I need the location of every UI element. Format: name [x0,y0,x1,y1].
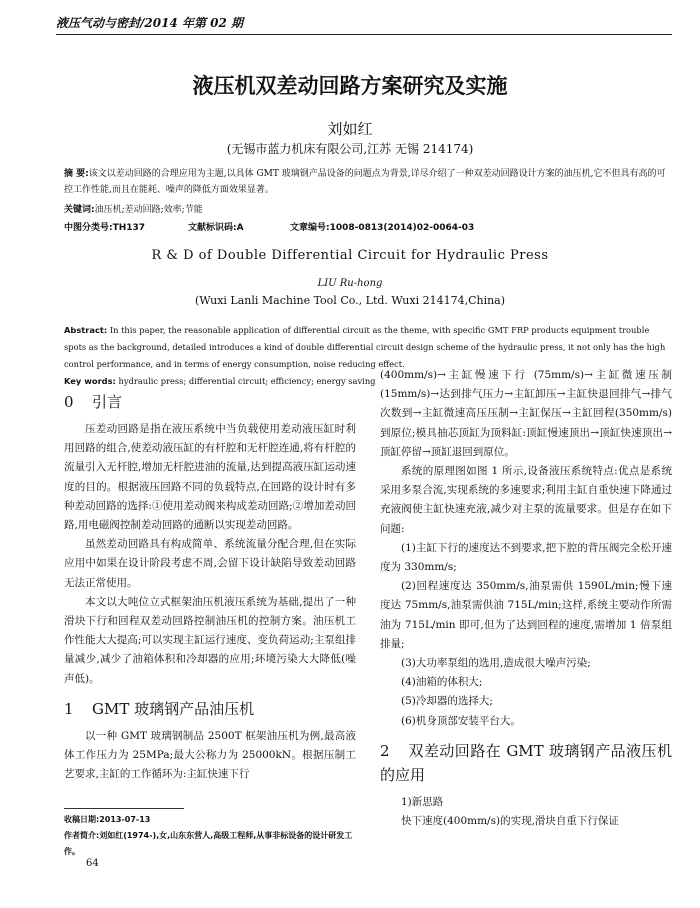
english-affiliation: (Wuxi Lanli Machine Tool Co., Ltd. Wuxi 214174,China) [194,294,506,307]
section-title: GMT 玻璃钢产品油压机 [92,699,255,718]
right-column [380,366,672,831]
english-keywords-label: Key words: [64,376,116,386]
section-title: 引言 [92,393,123,411]
paragraph: 本文以大吨位立式框架油压机液压系统为基础,提出了一种滑块下行和回程双差动回路控制油压机的控制方案。油压机工作性能大大提高;可以实现主缸运行速度、变负荷运动;主泵组排量减少,减少了油箱体积和冷却器的应用;环境污染大大降低(噪声低)。 [64,595,356,685]
english-author: LIU Ru-hong [317,278,383,289]
section-heading [380,739,672,787]
clc-number: 中图分类号:TH137 [64,223,146,233]
journal-header: 液压气动与密封/2014 年第 02 期 [56,16,244,30]
paragraph: 快下速度(400mm/s)的实现,滑块自重下行保证 [401,815,619,828]
section-heading [64,390,356,414]
list-item: (6)机身顶部安装平台大。 [401,714,521,727]
footnote [64,812,356,860]
list-item: (3)大功率泵组的选用,造成很大噪声污染; [401,657,591,670]
author-bio: 作者简介:刘如红(1974-),女,山东东营人,高级工程师,从事非标设备的设计研发工作。 [64,831,353,856]
affiliation: (无锡市蓝力机床有限公司,江苏 无锡 214174) [226,142,474,156]
paragraph: (2)回程速度达 350mm/s,油泵需供 1590L/min;慢下速度达 75mm/s,油泵需供油 715L/min;这样,系统主要动作所需油为 715L/min 即可,但为了达到回程的速度,需增加 1 倍泵组排量; [380,580,672,650]
page-number: 64 [86,858,99,869]
received-date: 收稿日期:2013-07-13 [64,815,151,824]
paragraph: (1)主缸下行的速度达不到要求,把下腔的背压阀完全松开速度为 330mm/s; [380,541,672,574]
paragraph: (400mm/s)→主缸慢速下行 (75mm/s)→主缸微速压制(15mm/s)→达到排气压力→主缸卸压→主缸快退回排气→排气次数到→主缸微速高压压制→主缸保压→主缸回程(350mm/s)到原位;模具抽芯顶缸为顶料缸:顶缸慢速顶出→顶缸快速顶出→顶缸停留→顶缸退回到原位。 [380,369,672,458]
section-number: 1 [64,699,74,718]
author: 刘如红 [327,120,373,138]
english-keywords-text: hydraulic press; differential circuit; efficiency; energy saving [118,376,376,386]
section-title: 双差动回路在 GMT 玻璃钢产品液压机的应用 [380,741,672,784]
keywords-zh [64,202,674,218]
paragraph: 以一种 GMT 玻璃钢制品 2500T 框架油压机为例,最高液体工作压力为 25MPa;最大公称力为 25000kN。根据压制工艺要求,主缸的工作循环为:主缸快速下行 [64,729,356,781]
english-abstract-label: Abstract: [64,325,108,335]
section-heading [64,697,356,721]
section-number: 2 [380,741,390,760]
subheading: 1)新思路 [401,795,444,808]
keywords-text: 油压机;差动回路;效率;节能 [94,205,203,215]
footnote-rule [64,808,184,809]
section-number: 0 [64,393,74,411]
doc-code: 文献标识码:A [188,223,244,233]
english-title: R & D of Double Differential Circuit for Hydraulic Press [151,248,549,263]
paragraph: 压差动回路是指在液压系统中当负载使用差动液压缸时利用回路的组合,使差动液压缸的有杆腔和无杆腔连通,将有杆腔的流量引入无杆腔,增加无杆腔进油的流量,达到提高液压缸运动速度的目的。根据液压回路不同的负载特点,在回路的设计时有多种差动回路的选择:①使用差动阀来构成差动回路;②增加差动回路,用电磁阀控制差动回路的通断以实现差动回路。 [64,423,356,532]
paragraph: 虽然差动回路具有构成简单、系统流量分配合理,但在实际应用中如果在设计阶段考虑不周,会留下设计缺陷导致差动回路无法正常使用。 [64,538,356,589]
abstract-zh [64,166,674,198]
english-abstract-text: In this paper, the reasonable application of differential circuit as the theme, with specific GMT FRP products equipment trouble spots as the background, detailed introduces a kind of double differential circuit design scheme of the hydraulic press, it not only has the high control performance, and in terms of energy consumption, noise reducing effect. [64,325,666,369]
keywords-label: 关键词: [64,205,95,215]
paragraph: 系统的原理图如图 1 所示,设备液压系统特点:优点是系统采用多泵合流,实现系统的多速要求;利用主缸自重快速下降通过充液阀使主缸快速充液,减少对主泵的流量要求。但是存在如下问题: [380,465,672,535]
article-number: 文章编号:1008-0813(2014)02-0064-03 [290,223,475,233]
list-item: (4)油箱的体积大; [401,676,483,689]
list-item: (5)冷却器的选择大; [401,695,493,708]
left-column [64,384,356,784]
abstract-label: 摘 要: [64,169,89,179]
meta-row [64,220,674,234]
abstract-text: 该文以差动回路的合理应用为主题,以具体 GMT 玻璃钢产品设备的问题点为背景,详尽介绍了一种双差动回路设计方案的油压机,它不但具有高的可控工作性能,而且在能耗、噪声的降低方面效果显著。 [64,169,666,195]
header-rule [56,34,672,35]
paper-title: 液压机双差动回路方案研究及实施 [192,74,508,98]
